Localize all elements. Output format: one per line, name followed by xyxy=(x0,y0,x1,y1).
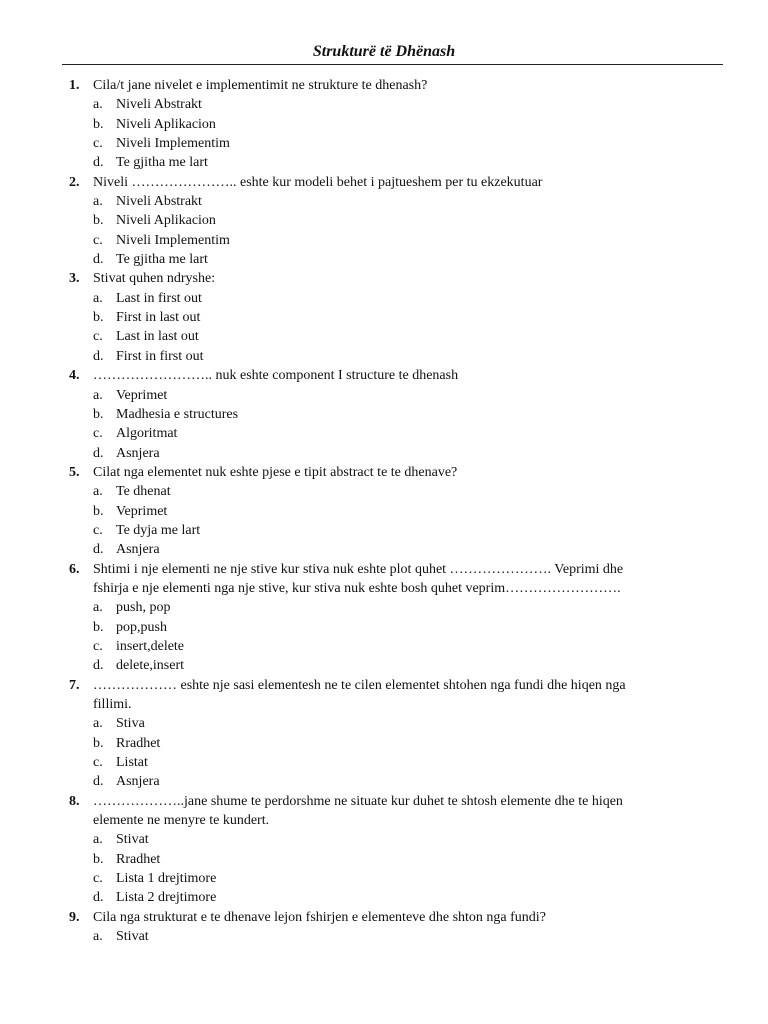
option-text: Rradhet xyxy=(116,735,161,751)
question-line xyxy=(0,76,768,95)
question-text: fillimi. xyxy=(93,697,132,712)
option-text: Niveli Implementim xyxy=(116,136,230,152)
question-continuation-line xyxy=(0,811,768,830)
question-continuation-line xyxy=(0,695,768,714)
question-item xyxy=(0,366,768,463)
option-text: Last in last out xyxy=(116,329,199,345)
option-text: Asnjera xyxy=(116,774,160,790)
question-line xyxy=(0,560,768,579)
answer-option xyxy=(0,231,768,250)
question-text: ……………… eshte nje sasi elementesh ne te cilen elementet shtohen nga fundi dhe hiqen nga xyxy=(93,677,626,693)
option-letter: b. xyxy=(93,735,104,751)
answer-option xyxy=(0,405,768,424)
question-text: Shtimi i nje elementi ne nje stive kur stiva nuk eshte plot quhet …………………. Veprimi dhe xyxy=(93,561,624,577)
question-number: 5. xyxy=(69,464,80,480)
option-letter: d. xyxy=(93,774,104,790)
question-item xyxy=(0,173,768,270)
answer-option xyxy=(0,289,768,308)
option-text: Te gjitha me lart xyxy=(116,252,208,268)
option-letter: b. xyxy=(93,406,104,422)
option-letter: c. xyxy=(93,136,103,152)
answer-option xyxy=(0,598,768,617)
question-text: …………………….. nuk eshte component I structure te dhenash xyxy=(93,368,459,384)
question-text: fshirja e nje elementi nga nje stive, kur stiva nuk eshte bosh quhet veprim……………………. xyxy=(93,580,621,596)
question-number: 2. xyxy=(69,174,80,190)
question-line xyxy=(0,676,768,695)
option-letter: c. xyxy=(93,522,103,538)
option-letter: b. xyxy=(93,116,104,132)
question-item xyxy=(0,76,768,173)
option-letter: a. xyxy=(93,832,103,848)
option-text: Stiva xyxy=(116,716,145,732)
answer-option xyxy=(0,888,768,907)
question-number: 7. xyxy=(69,677,80,693)
option-text: Listat xyxy=(116,755,148,771)
question-number: 1. xyxy=(69,78,80,93)
option-letter: d. xyxy=(93,890,104,906)
question-line xyxy=(0,908,768,927)
question-line xyxy=(0,269,768,288)
option-text: Lista 1 drejtimore xyxy=(116,871,217,887)
option-letter: c. xyxy=(93,232,103,248)
answer-option xyxy=(0,618,768,637)
question-list xyxy=(0,76,768,946)
option-text: insert,delete xyxy=(116,638,185,654)
option-text: Niveli Implementim xyxy=(116,232,230,248)
answer-option xyxy=(0,656,768,675)
answer-option xyxy=(0,482,768,501)
option-text: First in first out xyxy=(116,348,204,364)
question-text: ………………..jane shume te perdorshme ne situate kur duhet te shtosh elemente dhe te hiqen xyxy=(93,793,623,809)
option-letter: a. xyxy=(93,387,103,403)
option-text: First in last out xyxy=(116,310,201,326)
option-text: Asnjera xyxy=(116,445,160,461)
question-item xyxy=(0,908,768,947)
question-item xyxy=(0,792,768,908)
option-letter: a. xyxy=(93,929,103,945)
question-line xyxy=(0,173,768,192)
question-line xyxy=(0,366,768,385)
option-letter: b. xyxy=(93,851,104,867)
question-number: 4. xyxy=(69,368,80,384)
answer-option xyxy=(0,637,768,656)
answer-option xyxy=(0,211,768,230)
question-text: elemente ne menyre te kundert. xyxy=(93,813,270,829)
option-letter: a. xyxy=(93,290,103,306)
answer-option xyxy=(0,424,768,443)
answer-option xyxy=(0,386,768,405)
option-letter: c. xyxy=(93,638,103,654)
option-letter: b. xyxy=(93,213,104,229)
option-text: Madhesia e structures xyxy=(116,406,239,422)
option-letter: c. xyxy=(93,871,103,887)
answer-option xyxy=(0,327,768,346)
answer-option xyxy=(0,521,768,540)
title-divider xyxy=(62,64,723,65)
answer-option xyxy=(0,308,768,327)
question-line xyxy=(0,463,768,482)
answer-option xyxy=(0,134,768,153)
option-letter: c. xyxy=(93,426,103,442)
option-letter: d. xyxy=(93,658,104,674)
answer-option xyxy=(0,753,768,772)
option-text: Stivat xyxy=(116,929,149,945)
answer-option xyxy=(0,95,768,114)
option-text: Veprimet xyxy=(116,387,168,403)
option-letter: a. xyxy=(93,97,103,113)
answer-option xyxy=(0,250,768,269)
document-title: Strukturë të Dhënash xyxy=(312,43,456,60)
question-number: 8. xyxy=(69,793,80,809)
option-text: Rradhet xyxy=(116,851,161,867)
option-text: Niveli Aplikacion xyxy=(116,116,216,132)
option-letter: c. xyxy=(93,755,103,771)
option-letter: d. xyxy=(93,155,104,171)
question-number: 6. xyxy=(69,561,80,577)
answer-option xyxy=(0,869,768,888)
answer-option xyxy=(0,502,768,521)
question-item xyxy=(0,676,768,792)
question-text: Cilat nga elementet nuk eshte pjese e tipit abstract te te dhenave? xyxy=(93,464,458,480)
option-letter: d. xyxy=(93,445,104,461)
question-item xyxy=(0,269,768,366)
question-line xyxy=(0,792,768,811)
option-letter: b. xyxy=(93,310,104,326)
answer-option xyxy=(0,115,768,134)
option-text: Niveli Aplikacion xyxy=(116,213,216,229)
option-text: Lista 2 drejtimore xyxy=(116,890,217,906)
answer-option xyxy=(0,444,768,463)
question-item xyxy=(0,560,768,676)
question-text: Niveli ………………….. eshte kur modeli behet i pajtueshem per tu ekzekutuar xyxy=(93,174,543,190)
answer-option xyxy=(0,850,768,869)
question-item xyxy=(0,463,768,560)
option-text: Te gjitha me lart xyxy=(116,155,208,171)
option-text: delete,insert xyxy=(116,658,185,674)
question-text: Cila nga strukturat e te dhenave lejon fshirjen e elementeve dhe shton nga fundi? xyxy=(93,909,546,925)
answer-option xyxy=(0,772,768,791)
answer-option xyxy=(0,927,768,946)
answer-option xyxy=(0,714,768,733)
option-letter: c. xyxy=(93,329,103,345)
answer-option xyxy=(0,830,768,849)
option-text: Niveli Abstrakt xyxy=(116,194,202,210)
option-text: Last in first out xyxy=(116,290,202,306)
answer-option xyxy=(0,347,768,366)
option-text: Stivat xyxy=(116,832,149,848)
option-text: Veprimet xyxy=(116,503,168,519)
option-letter: d. xyxy=(93,542,104,558)
option-letter: a. xyxy=(93,716,103,732)
answer-option xyxy=(0,734,768,753)
question-text: Cila/t jane nivelet e implementimit ne strukture te dhenash? xyxy=(93,78,428,93)
option-letter: a. xyxy=(93,194,103,210)
option-letter: b. xyxy=(93,503,104,519)
question-text: Stivat quhen ndryshe: xyxy=(93,271,216,287)
answer-option xyxy=(0,540,768,559)
question-number: 9. xyxy=(69,909,80,925)
option-text: Te dyja me lart xyxy=(116,522,201,538)
answer-option xyxy=(0,192,768,211)
option-text: Algoritmat xyxy=(116,426,178,442)
option-text: Asnjera xyxy=(116,542,160,558)
option-letter: a. xyxy=(93,484,103,500)
option-letter: a. xyxy=(93,600,103,616)
question-number: 3. xyxy=(69,271,80,287)
option-text: pop,push xyxy=(116,619,167,635)
question-continuation-line xyxy=(0,579,768,598)
option-letter: d. xyxy=(93,252,104,268)
option-text: Te dhenat xyxy=(116,484,171,500)
answer-option xyxy=(0,153,768,172)
option-letter: b. xyxy=(93,619,104,635)
option-text: push, pop xyxy=(116,600,171,616)
option-letter: d. xyxy=(93,348,104,364)
option-text: Niveli Abstrakt xyxy=(116,97,202,113)
